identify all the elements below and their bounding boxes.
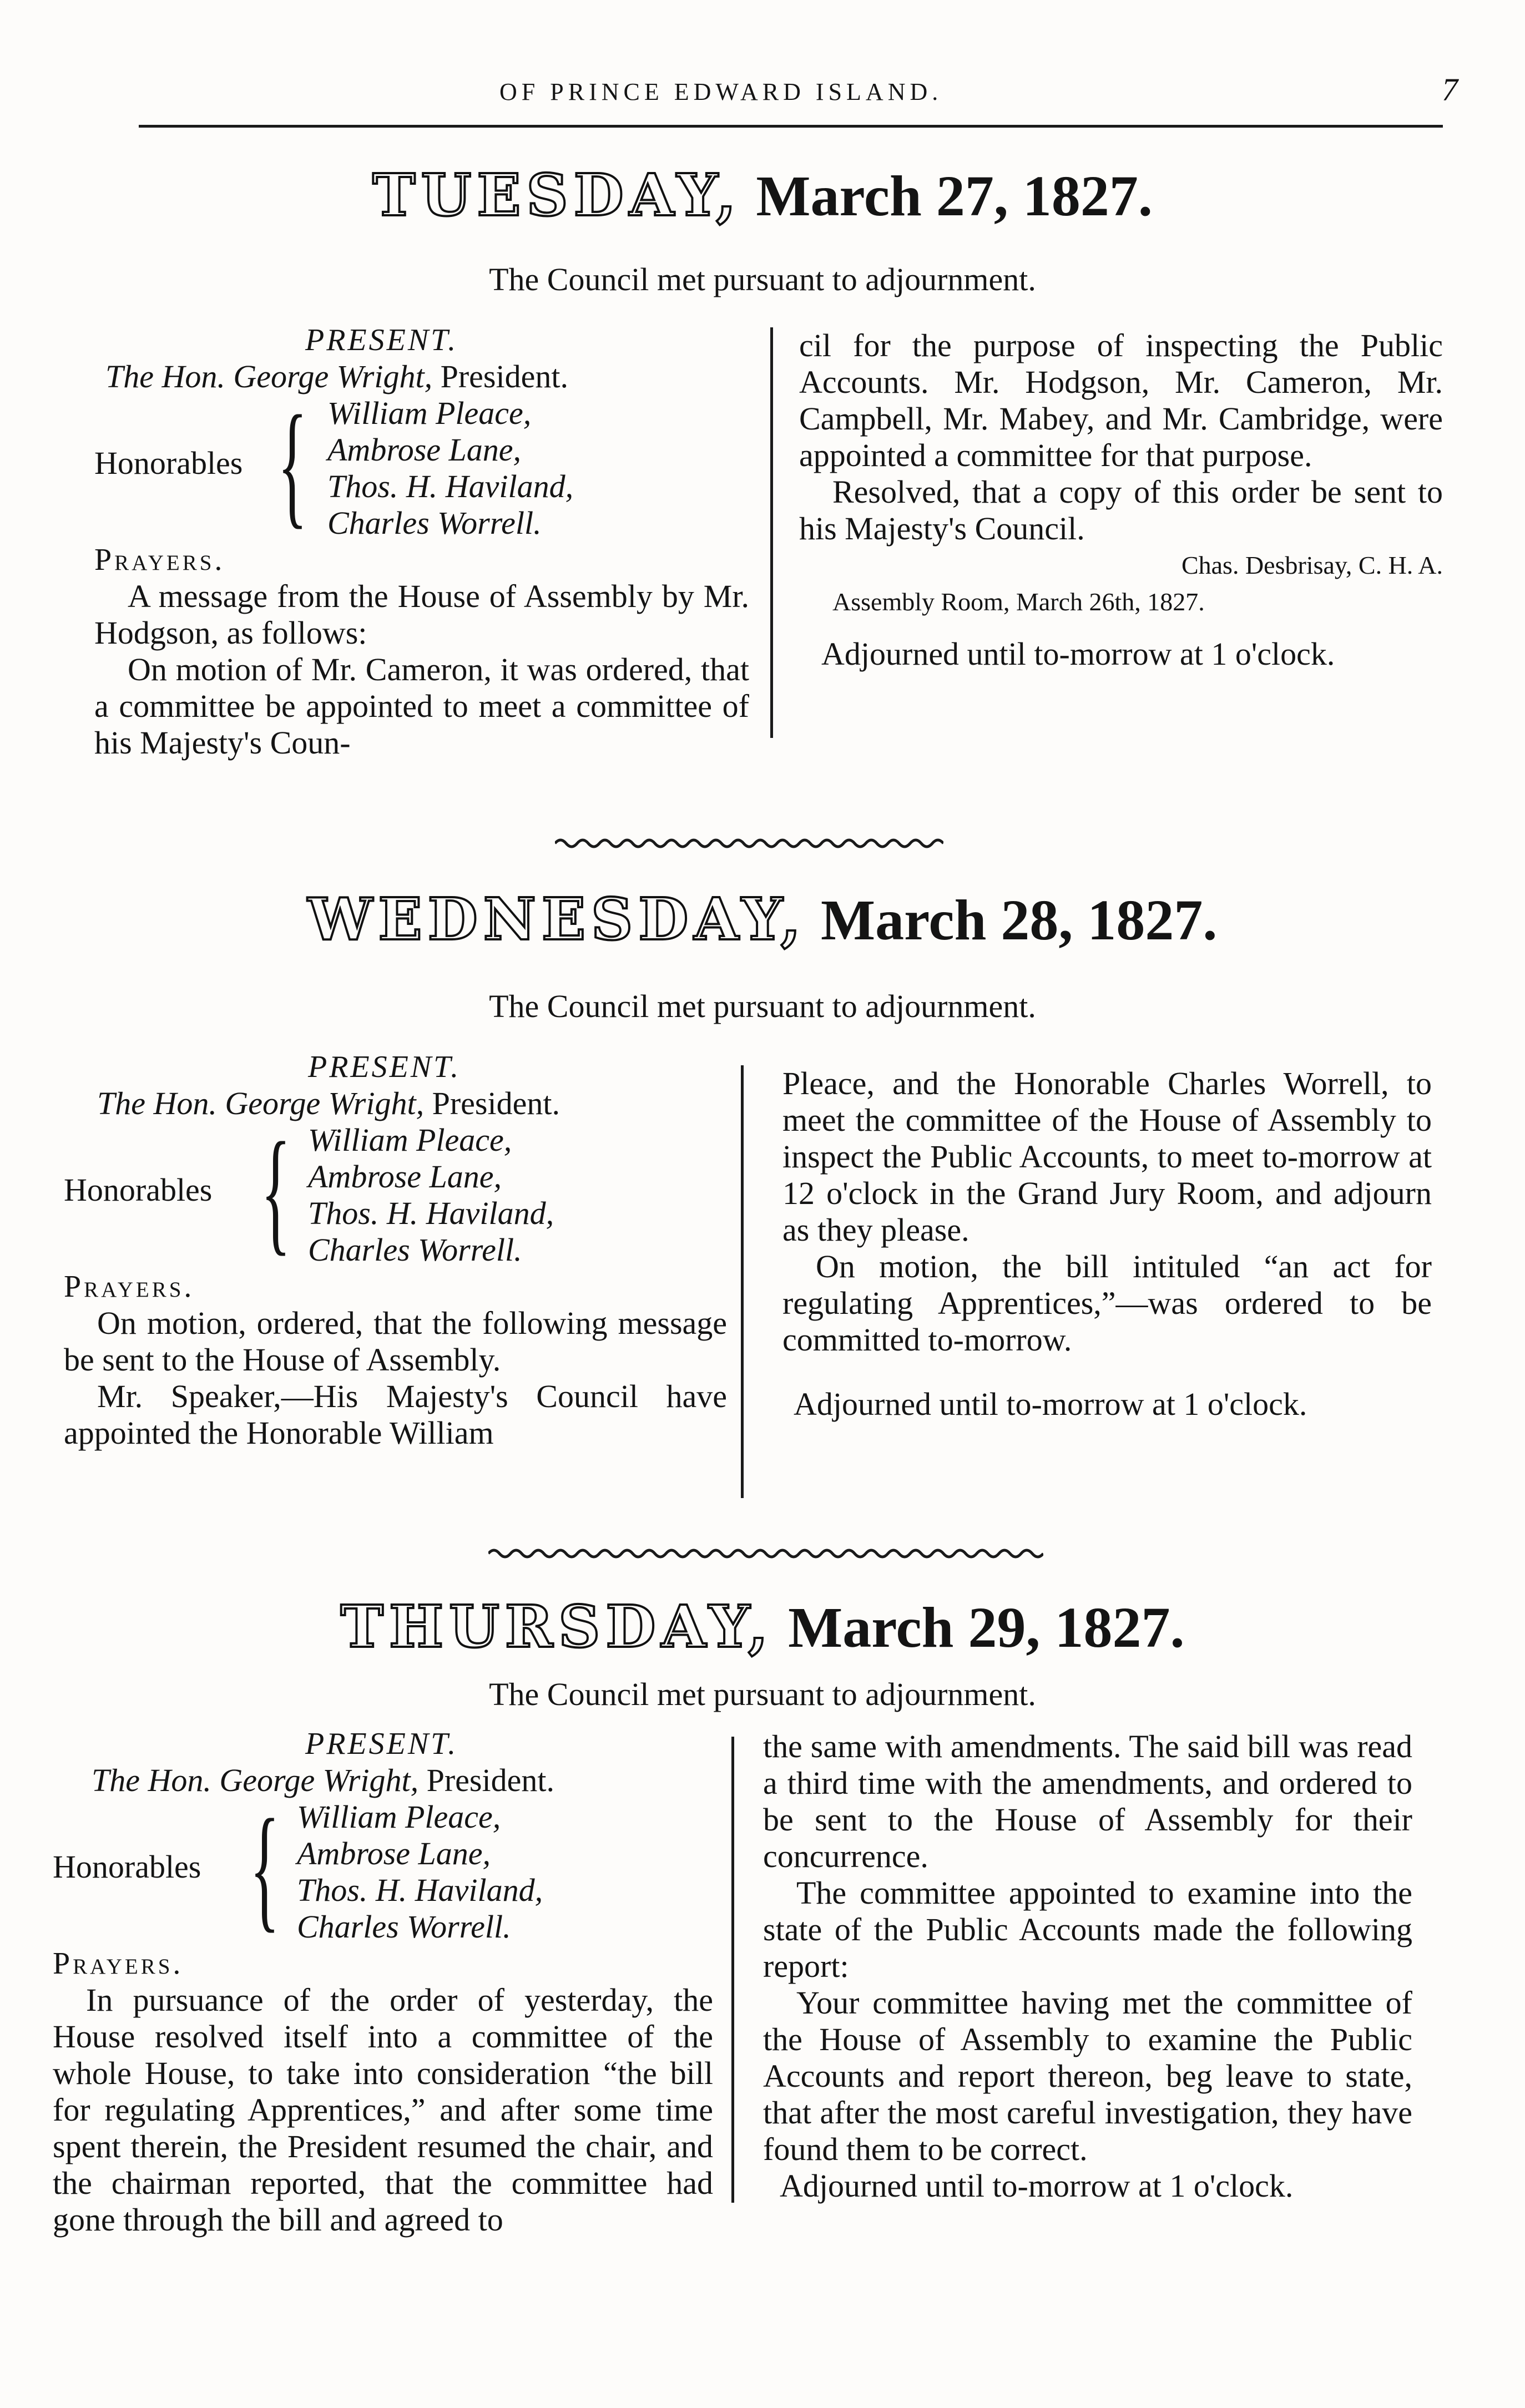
column-divider bbox=[770, 327, 773, 738]
honorable-name: Ambrose Lane, bbox=[327, 432, 522, 468]
adjourned-line: Adjourned until to-morrow at 1 o'clock. bbox=[780, 2168, 1294, 2204]
paragraph: cil for the purpose of inspecting the Public Accounts. Mr. Hodgson, Mr. Cameron, Mr. Campbell, Mr. Mabey, and Mr. Cambridge, were appointed a committee for that purpose. bbox=[799, 327, 1443, 473]
column-divider bbox=[731, 1737, 734, 2203]
right-column bbox=[763, 1728, 1412, 2204]
paragraph: The committee appointed to examine into the state of the Public Accounts made the following report: bbox=[763, 1875, 1412, 1984]
paragraph: Your committee having met the committee of the House of Assembly to examine the Public Accounts and report thereon, beg leave to state, that after the most careful investigation, they have found them to be correct. bbox=[763, 1985, 1412, 2167]
hon-prefix: The Hon. bbox=[97, 1085, 217, 1121]
paragraph: Resolved, that a copy of this order be sent to his Majesty's Council. bbox=[799, 474, 1443, 547]
honorable-name: Charles Worrell. bbox=[327, 505, 542, 541]
assembly-room-line: Assembly Room, March 26th, 1827. bbox=[832, 588, 1205, 616]
honorables-label: Honorables bbox=[64, 1172, 213, 1208]
date-text: March 27, 1827. bbox=[756, 164, 1153, 228]
honorables-names bbox=[297, 1799, 543, 1945]
paragraph: Mr. Speaker,—His Majesty's Council have appointed the Honorable William bbox=[64, 1378, 727, 1451]
right-column bbox=[799, 327, 1443, 672]
column-divider bbox=[741, 1065, 744, 1498]
honorable-name: Thos. H. Haviland, bbox=[297, 1872, 543, 1908]
hon-prefix: The Hon. bbox=[105, 358, 225, 394]
right-column bbox=[782, 1065, 1432, 1423]
honorables-label: Honorables bbox=[53, 1849, 201, 1885]
present-label: PRESENT. bbox=[308, 1050, 461, 1084]
brace-symbol: { bbox=[277, 387, 307, 541]
honorables-group bbox=[64, 1114, 727, 1268]
section-heading-tuesday bbox=[0, 161, 1525, 229]
prayers-label: Prayers. bbox=[64, 1269, 195, 1304]
paragraph: Pleace, and the Honorable Charles Worrell, to meet the committee of the House of Assembly to inspect the Public Accounts, to meet to-morrow at 12 o'clock in the Grand Jury Room, and adjourn as they please. bbox=[782, 1065, 1432, 1248]
day-name: TUESDAY, bbox=[372, 161, 742, 229]
left-column bbox=[94, 322, 749, 761]
met-line: The Council met pursuant to adjournment. bbox=[489, 1676, 1036, 1712]
honorables-group bbox=[53, 1791, 713, 1945]
section-divider bbox=[555, 832, 943, 854]
present-label: PRESENT. bbox=[305, 1727, 458, 1761]
president-line bbox=[64, 1085, 727, 1122]
president-title: President. bbox=[426, 1762, 554, 1798]
section-divider bbox=[488, 1542, 1043, 1565]
president-name: George Wright, bbox=[219, 1762, 419, 1798]
honorable-name: Charles Worrell. bbox=[308, 1232, 522, 1268]
honorable-name: Ambrose Lane, bbox=[297, 1835, 491, 1871]
president-name: George Wright, bbox=[233, 358, 433, 394]
brace-symbol: { bbox=[261, 1114, 291, 1268]
president-name: George Wright, bbox=[225, 1085, 425, 1121]
paragraph: A message from the House of Assembly by Mr. Hodgson, as follows: bbox=[94, 578, 749, 651]
honorable-name: William Pleace, bbox=[327, 395, 532, 431]
section-heading-thursday bbox=[0, 1592, 1525, 1661]
signature: Chas. Desbrisay, C. H. A. bbox=[1181, 551, 1443, 579]
date-text: March 28, 1827. bbox=[820, 888, 1218, 952]
president-title: President. bbox=[440, 358, 568, 394]
date-text: March 29, 1827. bbox=[788, 1596, 1185, 1660]
paragraph: On motion, ordered, that the following message be sent to the House of Assembly. bbox=[64, 1305, 727, 1378]
president-line bbox=[94, 358, 749, 395]
paragraph: On motion of Mr. Cameron, it was ordered, that a committee be appointed to meet a committee of his Majesty's Coun- bbox=[94, 651, 749, 761]
left-column bbox=[53, 1726, 713, 2238]
honorable-name: William Pleace, bbox=[297, 1799, 501, 1835]
paragraph: On motion, the bill intituled “an act for regulating Apprentices,”—was ordered to be committed to-morrow. bbox=[782, 1248, 1432, 1358]
honorable-name: Thos. H. Haviland, bbox=[327, 468, 574, 504]
left-column bbox=[64, 1049, 727, 1451]
paragraph: the same with amendments. The said bill was read a third time with the amendments, and ordered to be sent to the House of Assembly for their concurrence. bbox=[763, 1728, 1412, 1874]
present-label: PRESENT. bbox=[305, 323, 458, 357]
hon-prefix: The Hon. bbox=[92, 1762, 211, 1798]
honorables-names bbox=[327, 395, 573, 542]
honorables-label: Honorables bbox=[94, 445, 243, 481]
page-number: 7 bbox=[1442, 72, 1458, 108]
met-line: The Council met pursuant to adjournment. bbox=[489, 988, 1036, 1024]
president-title: President. bbox=[432, 1085, 560, 1121]
president-line bbox=[53, 1762, 713, 1799]
honorables-names bbox=[308, 1122, 554, 1268]
header-rule bbox=[139, 125, 1443, 128]
running-head bbox=[0, 71, 1525, 115]
paragraph: In pursuance of the order of yesterday, the House resolved itself into a committee of the whole House, to take into consideration “the bill for regulating Apprentices,” and after some time spent therein, the President resumed the chair, and the chairman reported, that the committee had gone through the bill and agreed to bbox=[53, 1982, 713, 2238]
honorable-name: Ambrose Lane, bbox=[308, 1159, 502, 1195]
brace-symbol: { bbox=[250, 1791, 280, 1945]
met-line: The Council met pursuant to adjournment. bbox=[489, 261, 1036, 297]
section-heading-wednesday bbox=[0, 885, 1525, 953]
day-name: WEDNESDAY, bbox=[307, 885, 806, 953]
running-head-title: OF PRINCE EDWARD ISLAND. bbox=[499, 78, 943, 105]
honorables-group bbox=[94, 387, 749, 542]
honorable-name: William Pleace, bbox=[308, 1122, 512, 1158]
honorable-name: Charles Worrell. bbox=[297, 1909, 511, 1945]
prayers-label: Prayers. bbox=[94, 543, 225, 577]
day-name: THURSDAY, bbox=[340, 1592, 774, 1661]
prayers-label: Prayers. bbox=[53, 1946, 184, 1981]
honorable-name: Thos. H. Haviland, bbox=[308, 1195, 554, 1231]
adjourned-line: Adjourned until to-morrow at 1 o'clock. bbox=[821, 636, 1335, 672]
adjourned-line: Adjourned until to-morrow at 1 o'clock. bbox=[794, 1386, 1307, 1422]
